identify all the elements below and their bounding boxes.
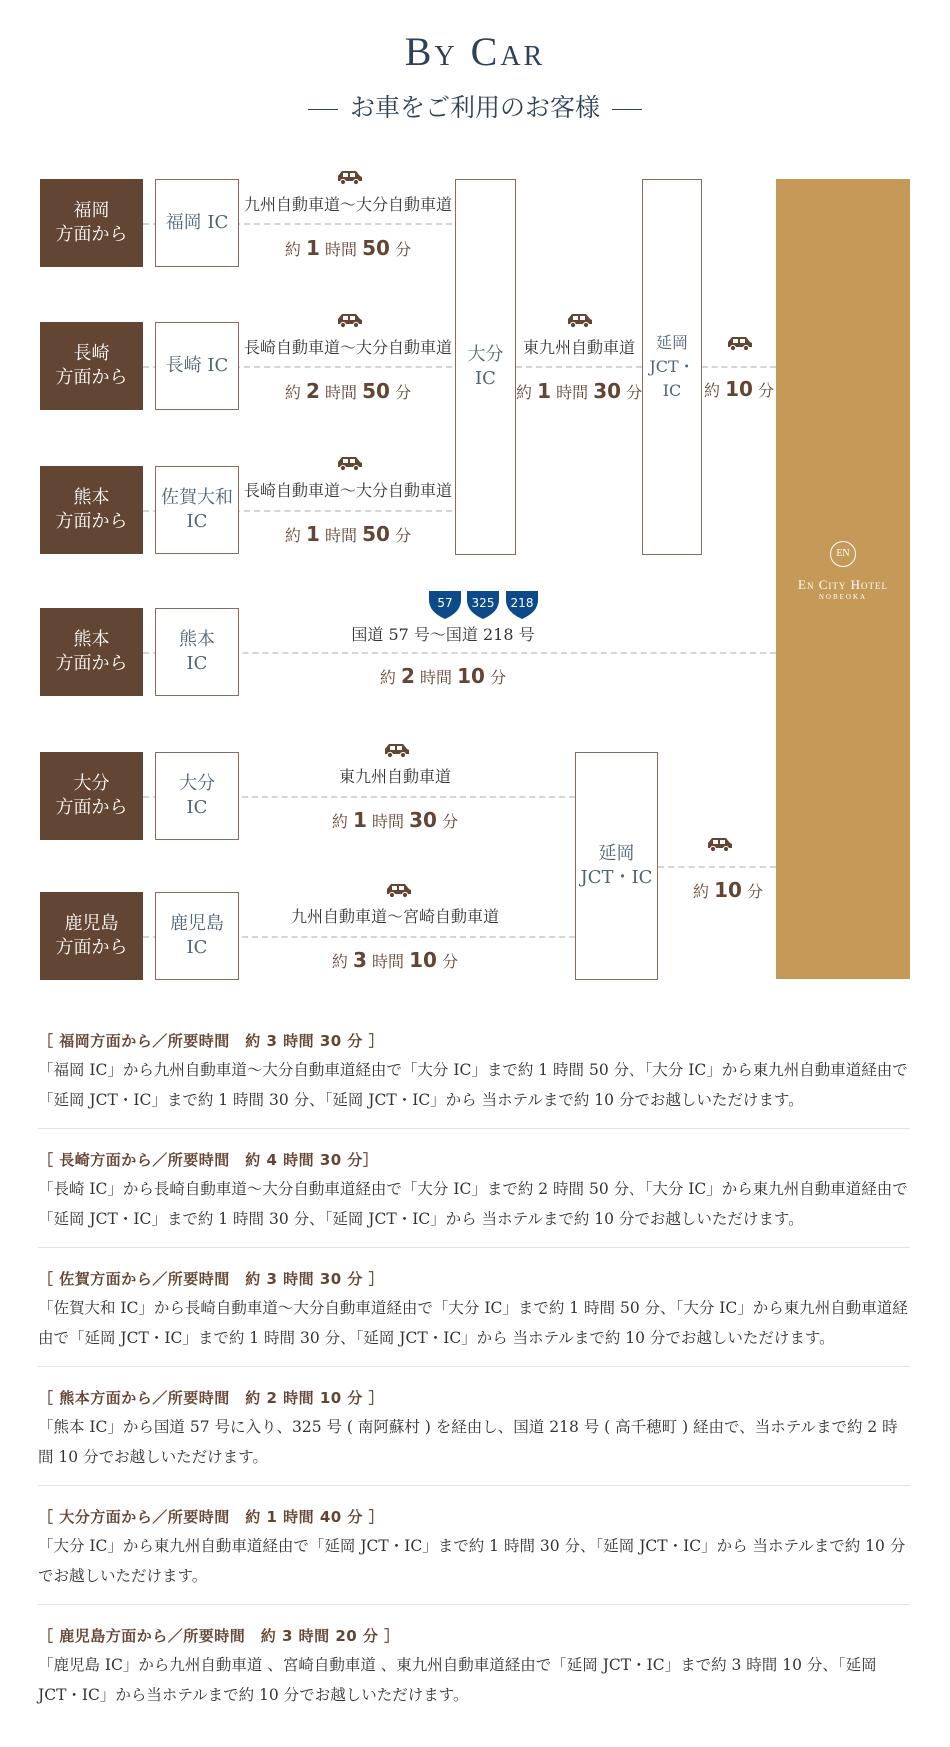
route-description xyxy=(38,1024,910,1129)
time-mid xyxy=(516,379,642,403)
road-label-oita: 東九州自動車道 xyxy=(338,767,451,786)
time-prefix: 約 xyxy=(284,383,301,402)
time-minutes-unit: 分 xyxy=(395,526,412,545)
car-icon xyxy=(724,335,754,353)
time-saga xyxy=(243,522,453,546)
time-minutes-unit: 分 xyxy=(395,240,412,259)
time-minutes: 30 xyxy=(409,808,437,832)
time-minutes-unit: 分 xyxy=(747,882,764,901)
time-hours: 2 xyxy=(306,379,320,403)
route-description xyxy=(38,1500,910,1605)
time-hours-unit: 時間 xyxy=(325,240,358,259)
time-minutes-unit: 分 xyxy=(490,668,507,687)
route-shield-325-icon xyxy=(466,590,500,620)
hotel-destination xyxy=(776,179,910,979)
route-description xyxy=(38,1143,910,1248)
route-description-text: 「佐賀大和 IC」から長崎自動車道〜大分自動車道経由で「大分 IC」まで約 1 時間 50 分、「大分 IC」から東九州自動車道経由で「延岡 JCT・IC」まで約 1 時間 30 分、「延岡 JCT・IC」から 当ホテルまで約 10 分でお越しいただけます。 xyxy=(38,1299,908,1347)
car-icon xyxy=(334,312,364,330)
route-shield-218-icon xyxy=(505,590,539,620)
time-prefix: 約 xyxy=(379,668,396,687)
car-icon xyxy=(381,742,411,760)
road-label-mid: 東九州自動車道 xyxy=(522,338,635,357)
time-minutes: 10 xyxy=(725,377,753,401)
route-shield-number: 325 xyxy=(471,596,495,610)
route-line-oita-nobeoka xyxy=(516,366,642,368)
time-hours: 1 xyxy=(537,379,552,403)
road-label-saga: 長崎自動車道〜大分自動車道 xyxy=(243,481,452,500)
ic-oita: 大分 IC xyxy=(155,752,239,840)
time-prefix: 約 xyxy=(331,812,348,831)
hotel-location: NOBEOKA xyxy=(818,593,868,601)
junction-nobeoka-bottom: 延岡 JCT・IC xyxy=(575,752,658,980)
route-descriptions xyxy=(38,1024,910,1737)
route-description-text: 「福岡 IC」から九州自動車道〜大分自動車道経由で「大分 IC」まで約 1 時間 50 分､「大分 IC」から東九州自動車道経由で「延岡 JCT・IC」まで約 1 時間 30 分、「延岡 JCT・IC」から 当ホテルまで約 10 分でお越しいただけます。 xyxy=(38,1061,908,1109)
time-minutes-unit: 分 xyxy=(395,383,412,402)
time-kagoshima xyxy=(243,948,547,972)
time-nagasaki xyxy=(243,379,453,403)
origin-fukuoka: 福岡 方面から xyxy=(40,179,143,267)
subtitle-text: お車をご利用のお客様 xyxy=(349,93,600,122)
ic-kagoshima: 鹿児島 IC xyxy=(155,892,239,980)
route-line-nobeoka2-hotel xyxy=(658,866,776,868)
ic-saga-yamato: 佐賀大和 IC xyxy=(155,466,239,554)
time-hours: 3 xyxy=(353,948,367,972)
car-icon xyxy=(383,882,413,900)
car-icon xyxy=(334,169,364,187)
time-hours-unit: 時間 xyxy=(556,383,589,402)
time-minutes: 10 xyxy=(714,878,742,902)
junction-oita-ic: 大分 IC xyxy=(455,179,516,555)
time-hours-unit: 時間 xyxy=(325,383,358,402)
time-final-bottom xyxy=(680,878,776,902)
time-minutes: 10 xyxy=(409,948,437,972)
page-subtitle xyxy=(0,88,950,124)
time-minutes-unit: 分 xyxy=(442,812,459,831)
time-minutes: 50 xyxy=(362,522,390,546)
hotel-logo-icon: EN xyxy=(830,541,856,567)
route-line-nobeoka-hotel xyxy=(702,366,776,368)
hotel-name: En City Hotel xyxy=(798,577,888,592)
time-minutes-unit: 分 xyxy=(442,952,459,971)
route-description xyxy=(38,1619,910,1723)
subtitle-rule-left xyxy=(308,109,338,110)
time-hours-unit: 時間 xyxy=(420,668,453,687)
route-description-heading: ［ 大分方面から／所要時間 約 1 時間 40 分 ］ xyxy=(38,1508,385,1526)
time-prefix: 約 xyxy=(284,240,301,259)
time-hours-unit: 時間 xyxy=(372,952,405,971)
route-description xyxy=(38,1262,910,1367)
time-minutes-unit: 分 xyxy=(626,383,643,402)
time-prefix: 約 xyxy=(692,882,709,901)
origin-saga: 熊本 方面から xyxy=(40,466,143,554)
route-description-text: 「熊本 IC」から国道 57 号に入り、325 号 ( 南阿蘇村 ) を経由し、国道 218 号 ( 高千穂町 ) 経由で、当ホテルまで約 2 時間 10 分でお越しいただけます。 xyxy=(38,1418,898,1466)
time-minutes: 30 xyxy=(593,379,622,403)
time-minutes: 50 xyxy=(362,236,390,260)
time-hours: 1 xyxy=(353,808,367,832)
time-minutes: 10 xyxy=(457,664,485,688)
junction-nobeoka-top: 延岡 JCT・IC xyxy=(642,179,702,555)
time-hours-unit: 時間 xyxy=(372,812,405,831)
time-prefix: 約 xyxy=(703,381,720,400)
route-shield-number: 57 xyxy=(437,596,453,610)
route-shield-57-icon xyxy=(428,590,462,620)
page-title: By Car xyxy=(404,29,546,74)
time-hours: 1 xyxy=(306,522,320,546)
time-final-top xyxy=(702,377,776,401)
route-description-heading: ［ 佐賀方面から／所要時間 約 3 時間 30 分 ］ xyxy=(38,1270,385,1288)
route-description-text: 「大分 IC」から東九州自動車道経由で「延岡 JCT・IC」まで約 1 時間 30 分、「延岡 JCT・IC」から 当ホテルまで約 10 分でお越しいただけます。 xyxy=(38,1537,906,1585)
road-label-kumamoto: 国道 57 号〜国道 218 号 xyxy=(351,625,535,644)
route-shield-number: 218 xyxy=(510,596,534,610)
route-description-heading: ［ 鹿児島方面から／所要時間 約 3 時間 20 分 ］ xyxy=(38,1627,400,1645)
road-label-kagoshima: 九州自動車道〜宮崎自動車道 xyxy=(290,907,499,926)
ic-kumamoto: 熊本 IC xyxy=(155,608,239,696)
time-minutes: 50 xyxy=(362,379,390,403)
origin-nagasaki: 長崎 方面から xyxy=(40,322,143,410)
road-label-fukuoka: 九州自動車道〜大分自動車道 xyxy=(243,195,452,214)
time-fukuoka xyxy=(243,236,453,260)
route-description-heading: ［ 熊本方面から／所要時間 約 2 時間 10 分 ］ xyxy=(38,1389,385,1407)
route-description-heading: ［ 長崎方面から／所要時間 約 4 時間 30 分］ xyxy=(38,1151,379,1169)
time-kumamoto xyxy=(243,664,643,688)
subtitle-rule-right xyxy=(612,109,642,110)
time-hours-unit: 時間 xyxy=(325,526,358,545)
time-hours: 2 xyxy=(401,664,415,688)
time-prefix: 約 xyxy=(516,383,533,402)
time-prefix: 約 xyxy=(331,952,348,971)
route-description-text: 「長崎 IC」から長崎自動車道〜大分自動車道経由で「大分 IC」まで約 2 時間 50 分､「大分 IC」から東九州自動車道経由で「延岡 JCT・IC」まで約 1 時間 30 分、「延岡 JCT・IC」から 当ホテルまで約 10 分でお越しいただけます。 xyxy=(38,1180,908,1228)
route-description-heading: ［ 福岡方面から／所要時間 約 3 時間 30 分 ］ xyxy=(38,1032,385,1050)
time-hours: 1 xyxy=(306,236,320,260)
origin-kagoshima: 鹿児島 方面から xyxy=(40,892,143,980)
time-minutes-unit: 分 xyxy=(758,381,775,400)
route-description xyxy=(38,1381,910,1486)
ic-fukuoka: 福岡 IC xyxy=(155,179,239,267)
origin-oita: 大分 方面から xyxy=(40,752,143,840)
route-description-text: 「鹿児島 IC」から九州自動車道 、宮崎自動車道 、東九州自動車道経由で「延岡 JCT・IC」まで約 3 時間 10 分、「延岡 JCT・IC」から当ホテルまで約 10 分でお越しいただけます。 xyxy=(38,1656,877,1704)
car-icon xyxy=(334,455,364,473)
time-prefix: 約 xyxy=(284,526,301,545)
ic-nagasaki: 長崎 IC xyxy=(155,322,239,410)
origin-kumamoto: 熊本 方面から xyxy=(40,608,143,696)
road-label-nagasaki: 長崎自動車道〜大分自動車道 xyxy=(243,338,452,357)
car-icon xyxy=(564,312,594,330)
car-icon xyxy=(704,836,734,854)
time-oita xyxy=(243,808,547,832)
